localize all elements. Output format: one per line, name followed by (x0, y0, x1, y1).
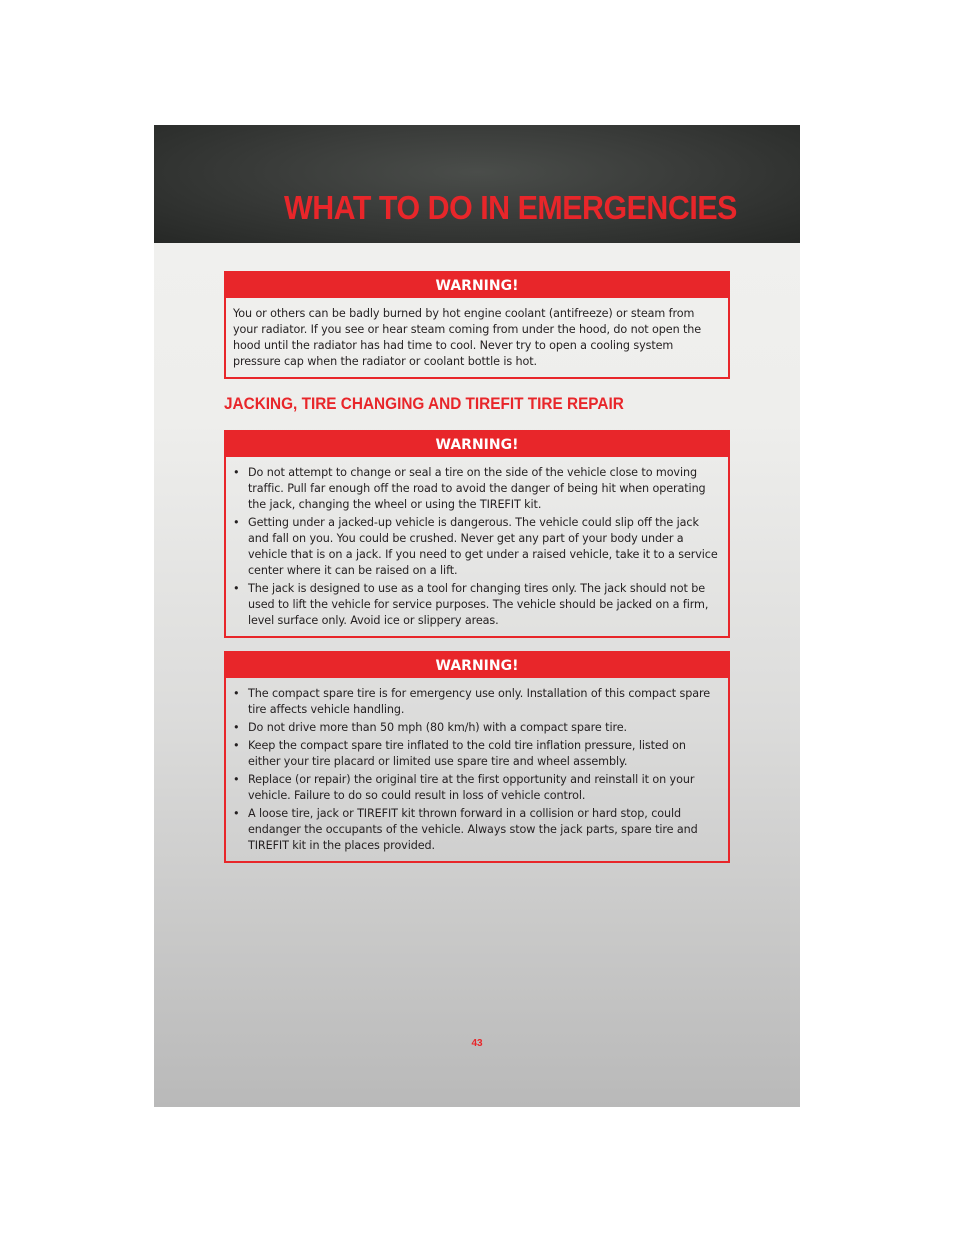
warning-list (233, 686, 720, 854)
warning-list-item (233, 738, 720, 770)
warning-title: WARNING! (226, 653, 728, 678)
warning-list-item (233, 465, 720, 513)
chapter-title: WHAT TO DO IN EMERGENCIES (284, 189, 737, 226)
warning-title: WARNING! (226, 432, 728, 457)
warning-box-jacking (224, 430, 730, 638)
warning-item-text: Do not attempt to change or seal a tire on the side of the vehicle close to moving traffic. Pull far enough off the road to avoid the danger of being hit when operating the jack, changing the wheel or using the TIREFIT kit. (248, 466, 706, 511)
bullet: • (233, 721, 240, 734)
warning-list-item (233, 720, 720, 736)
warning-item-text: Replace (or repair) the original tire at the first opportunity and reinstall it on your vehicle. Failure to do so could result in loss of vehicle control. (248, 773, 695, 802)
bullet: • (233, 773, 240, 786)
warning-text: You or others can be badly burned by hot engine coolant (antifreeze) or steam from your radiator. If you see or hear steam coming from under the hood, do not open the hood until the radiator has had time to cool. Never try to open a cooling system pressure cap when the radiator or coolant bottle is hot. (233, 307, 702, 368)
warning-box-coolant (224, 271, 730, 379)
bullet: • (233, 807, 240, 820)
bullet: • (233, 739, 240, 752)
chapter-header (154, 125, 800, 243)
warning-item-text: Keep the compact spare tire inflated to the cold tire inflation pressure, listed on either your tire placard or limited use spare tire and wheel assembly. (248, 739, 686, 768)
warning-item-text: A loose tire, jack or TIREFIT kit thrown forward in a collision or hard stop, could endanger the occupants of the vehicle. Always stow the jack parts, spare tire and TIREFIT kit in the places provided. (248, 807, 698, 852)
bullet: • (233, 466, 240, 479)
warning-box-spare-tire (224, 651, 730, 863)
manual-page (154, 125, 800, 1107)
section-heading: JACKING, TIRE CHANGING AND TIREFIT TIRE REPAIR (224, 395, 624, 413)
warning-list-item (233, 581, 720, 629)
bullet: • (233, 687, 240, 700)
warning-body (226, 457, 728, 636)
warning-list-item (233, 686, 720, 718)
warning-item-text: The jack is designed to use as a tool for changing tires only. The jack should not be used to lift the vehicle for service purposes. The vehicle should be jacked on a firm, level surface only. Avoid ice or slippery areas. (248, 582, 709, 627)
warning-item-text: Getting under a jacked-up vehicle is dangerous. The vehicle could slip off the jack and fall on you. You could be crushed. Never get any part of your body under a vehicle that is on a jack. If you need to get under a raised vehicle, take it to a service center where it can be raised on a lift. (248, 516, 718, 577)
page-number: 43 (471, 1038, 483, 1049)
bullet: • (233, 582, 240, 595)
warning-list-item (233, 772, 720, 804)
warning-list-item (233, 515, 720, 579)
warning-list (233, 465, 720, 629)
warning-item-text: The compact spare tire is for emergency use only. Installation of this compact spare tire affects vehicle handling. (248, 687, 711, 716)
warning-list-item (233, 806, 720, 854)
warning-item-text: Do not drive more than 50 mph (80 km/h) with a compact spare tire. (248, 721, 627, 734)
warning-title: WARNING! (226, 273, 728, 298)
warning-body (226, 678, 728, 861)
bullet: • (233, 516, 240, 529)
